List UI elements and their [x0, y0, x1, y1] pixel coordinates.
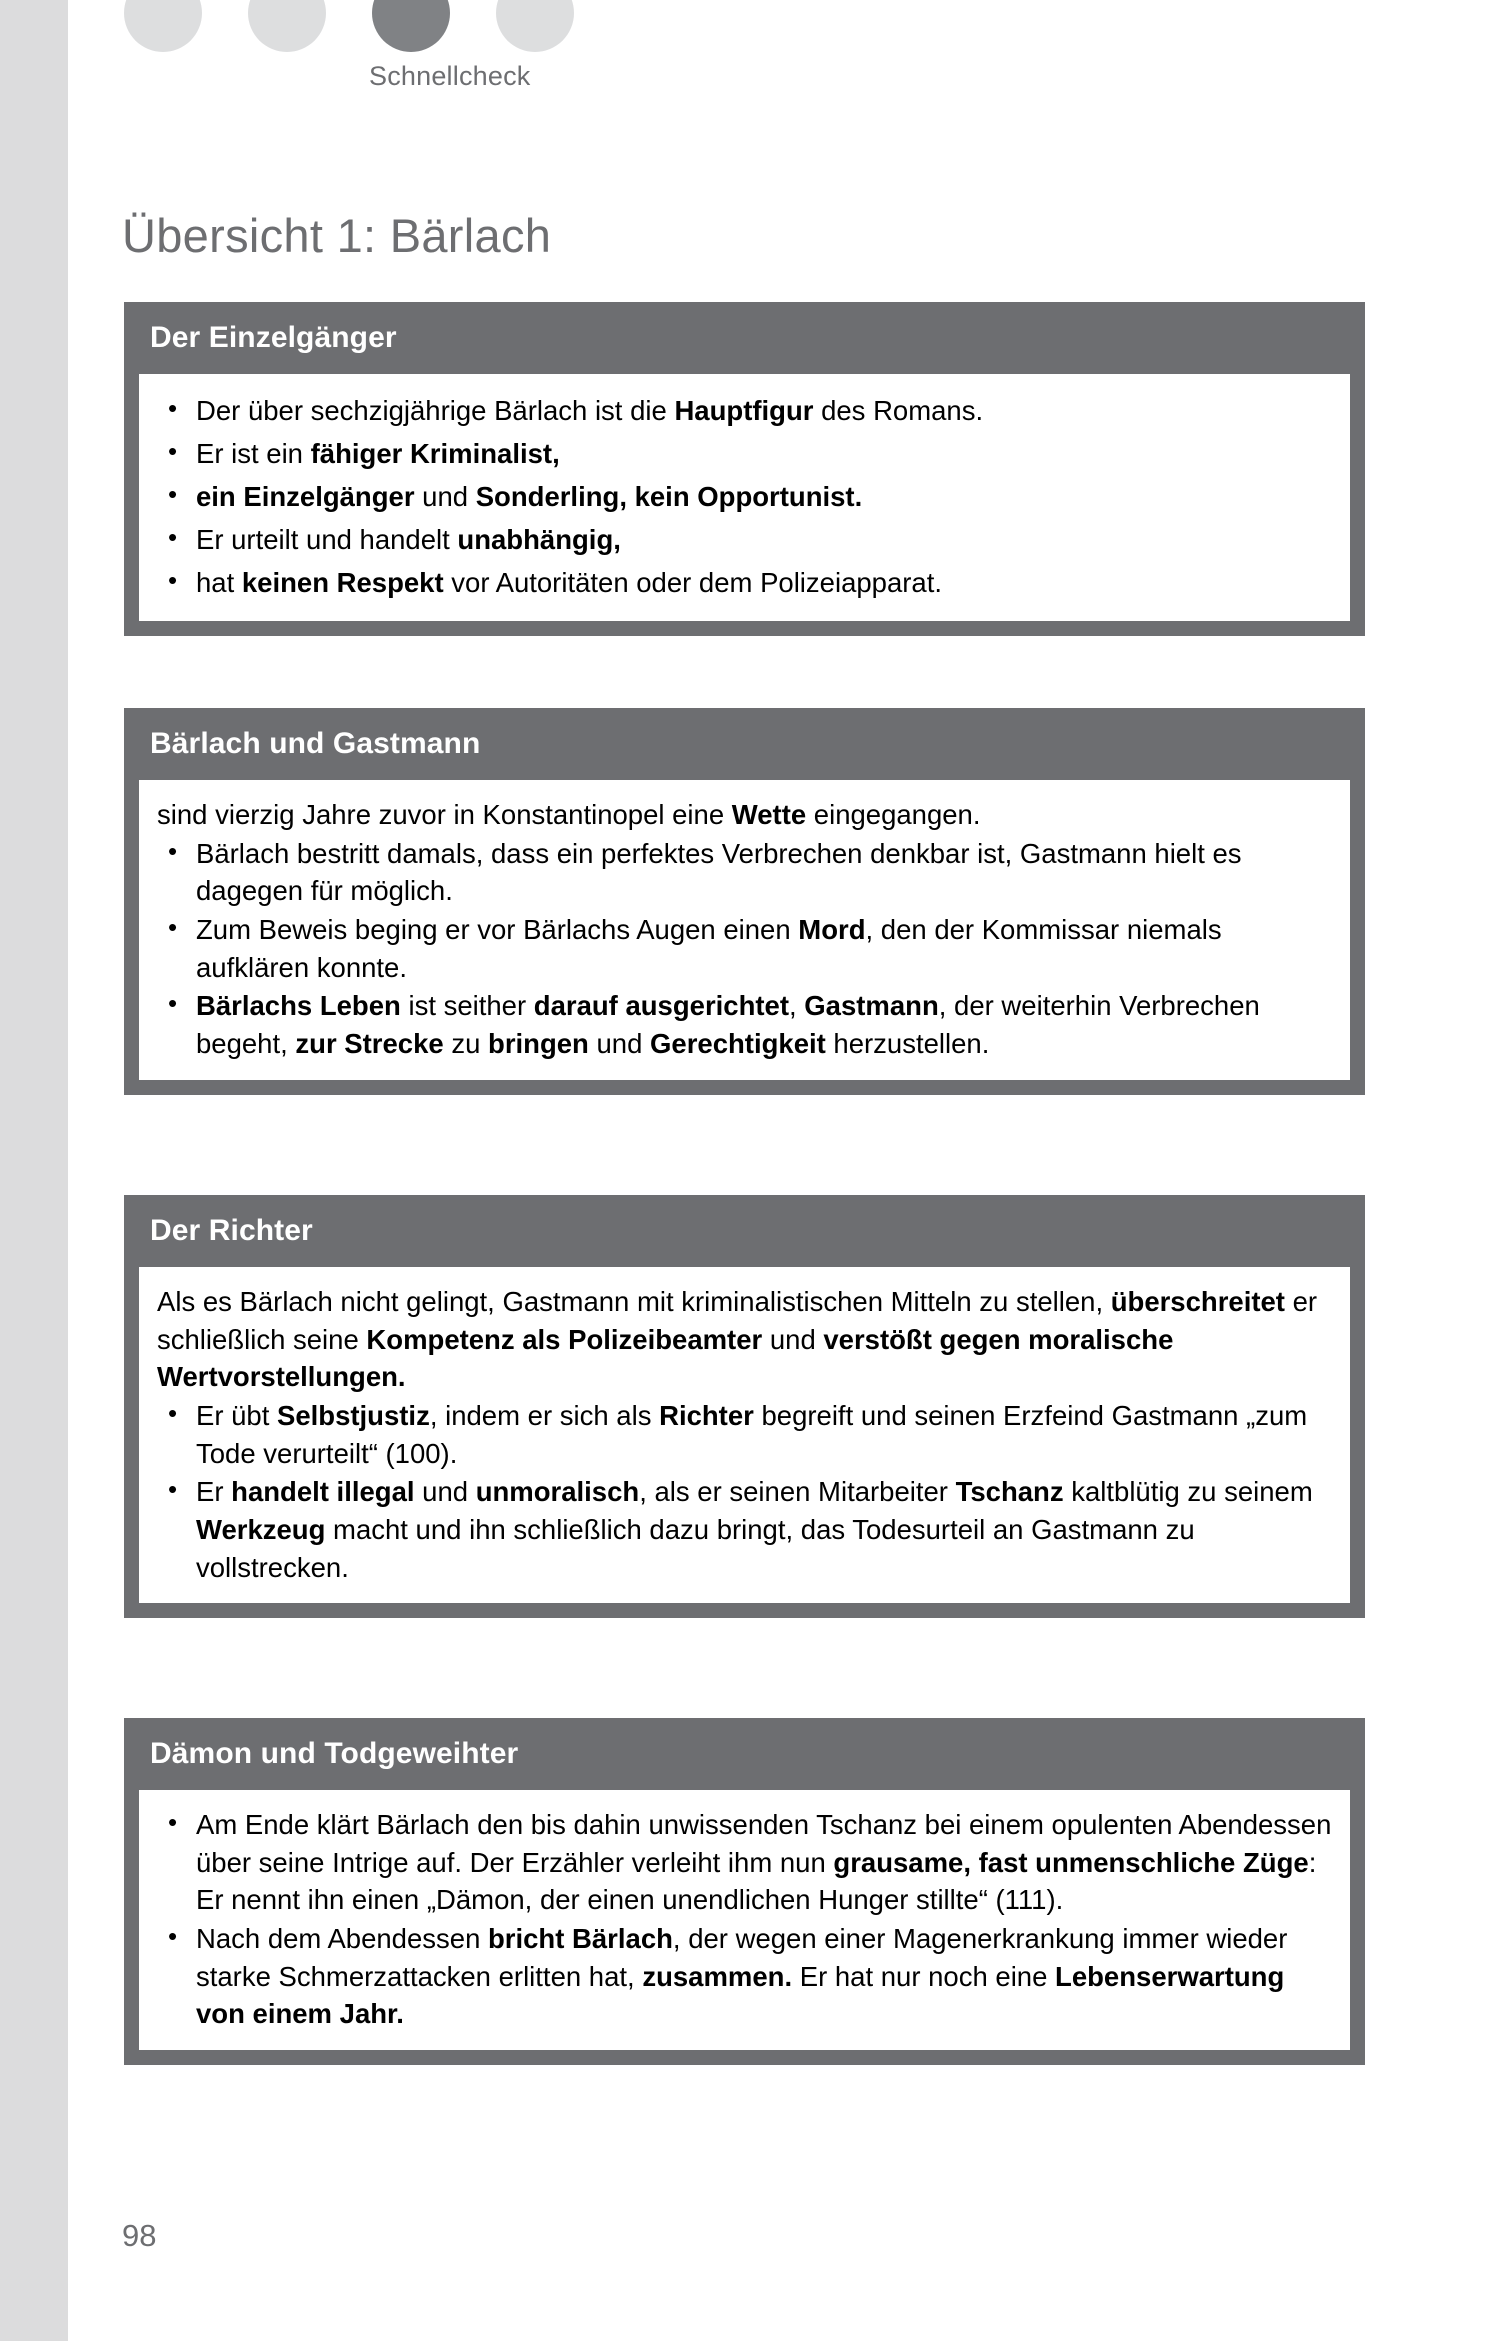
list-item: • Bärlach bestritt damals, dass ein perfektes Verbrechen denkbar ist, Gastmann hielt es dagegen für möglich.: [157, 835, 1332, 910]
chapter-progress-dots: [124, 0, 604, 44]
bullet-list: [157, 835, 1332, 1063]
box-heading: Dämon und Todgeweihter: [150, 1737, 519, 1770]
box-heading: Der Einzelgänger: [150, 321, 397, 354]
list-item: • Er urteilt und handelt unabhängig,: [157, 519, 1332, 561]
page-title: Übersicht 1: Bärlach: [122, 209, 552, 263]
bullet-list: [157, 1397, 1332, 1586]
chapter-label: Schnellcheck: [369, 61, 531, 91]
list-item: • hat keinen Respekt vor Autoritäten oder dem Polizeiapparat.: [157, 562, 1332, 604]
box-body: [139, 780, 1350, 1080]
box-body: [139, 374, 1350, 621]
list-item: • Er ist ein fähiger Kriminalist,: [157, 433, 1332, 475]
content-box-richter: [124, 1195, 1365, 1618]
chapter-dot-2: [248, 0, 326, 52]
chapter-dot-4: [496, 0, 574, 52]
list-item: • Der über sechzigjährige Bärlach ist die Hauptfigur des Romans.: [157, 390, 1332, 432]
bullet-list: [157, 390, 1332, 604]
box-intro-text: Als es Bärlach nicht gelingt, Gastmann mit kriminalistischen Mitteln zu stellen, überschreitet er schließlich seine Kompetenz als Polizeibeamter und verstößt gegen moralische Wertvorstellungen.: [157, 1286, 1318, 1393]
list-item: • Er handelt illegal und unmoralisch, als er seinen Mitarbeiter Tschanz kaltblütig zu seinem Werkzeug macht und ihn schließlich dazu bringt, das Todesurteil an Gastmann zu vollstrecken.: [157, 1473, 1332, 1586]
bullet-list: [157, 1806, 1332, 2033]
page-number: 98: [122, 2218, 157, 2253]
list-item: • Zum Beweis beging er vor Bärlachs Augen einen Mord, den der Kommissar niemals aufklären konnte.: [157, 911, 1332, 986]
content-box-gastmann: [124, 708, 1365, 1095]
chapter-dot-3-active: [372, 0, 450, 52]
chapter-dot-1: [124, 0, 202, 52]
list-item: • Nach dem Abendessen bricht Bärlach, der wegen einer Magenerkrankung immer wieder starke Schmerzattacken erlitten hat, zusammen. Er hat nur noch eine Lebenserwartung von einem Jahr.: [157, 1920, 1332, 2033]
list-item: • Bärlachs Leben ist seither darauf ausgerichtet, Gastmann, der weiterhin Verbrechen begeht, zur Strecke zu bringen und Gerechtigkeit herzustellen.: [157, 987, 1332, 1062]
box-heading: Der Richter: [150, 1214, 313, 1247]
list-item: • Am Ende klärt Bärlach den bis dahin unwissenden Tschanz bei einem opulenten Abendessen über seine Intrige auf. Der Erzähler verleiht ihm nun grausame, fast unmenschliche Züge: Er nennt ihn einen „Dämon, der einen unendlichen Hunger stillte“ (111).: [157, 1806, 1332, 1919]
content-box-daemon: [124, 1718, 1365, 2065]
list-item: • Er übt Selbstjustiz, indem er sich als Richter begreift und seinen Erzfeind Gastmann „zum Tode verurteilt“ (100).: [157, 1397, 1332, 1472]
box-intro-text: sind vierzig Jahre zuvor in Konstantinopel eine Wette eingegangen.: [157, 799, 981, 830]
content-box-einzelgaenger: [124, 302, 1365, 636]
list-item: • ein Einzelgänger und Sonderling, kein Opportunist.: [157, 476, 1332, 518]
box-heading: Bärlach und Gastmann: [150, 727, 481, 760]
box-body: [139, 1267, 1350, 1603]
box-body: [139, 1790, 1350, 2050]
